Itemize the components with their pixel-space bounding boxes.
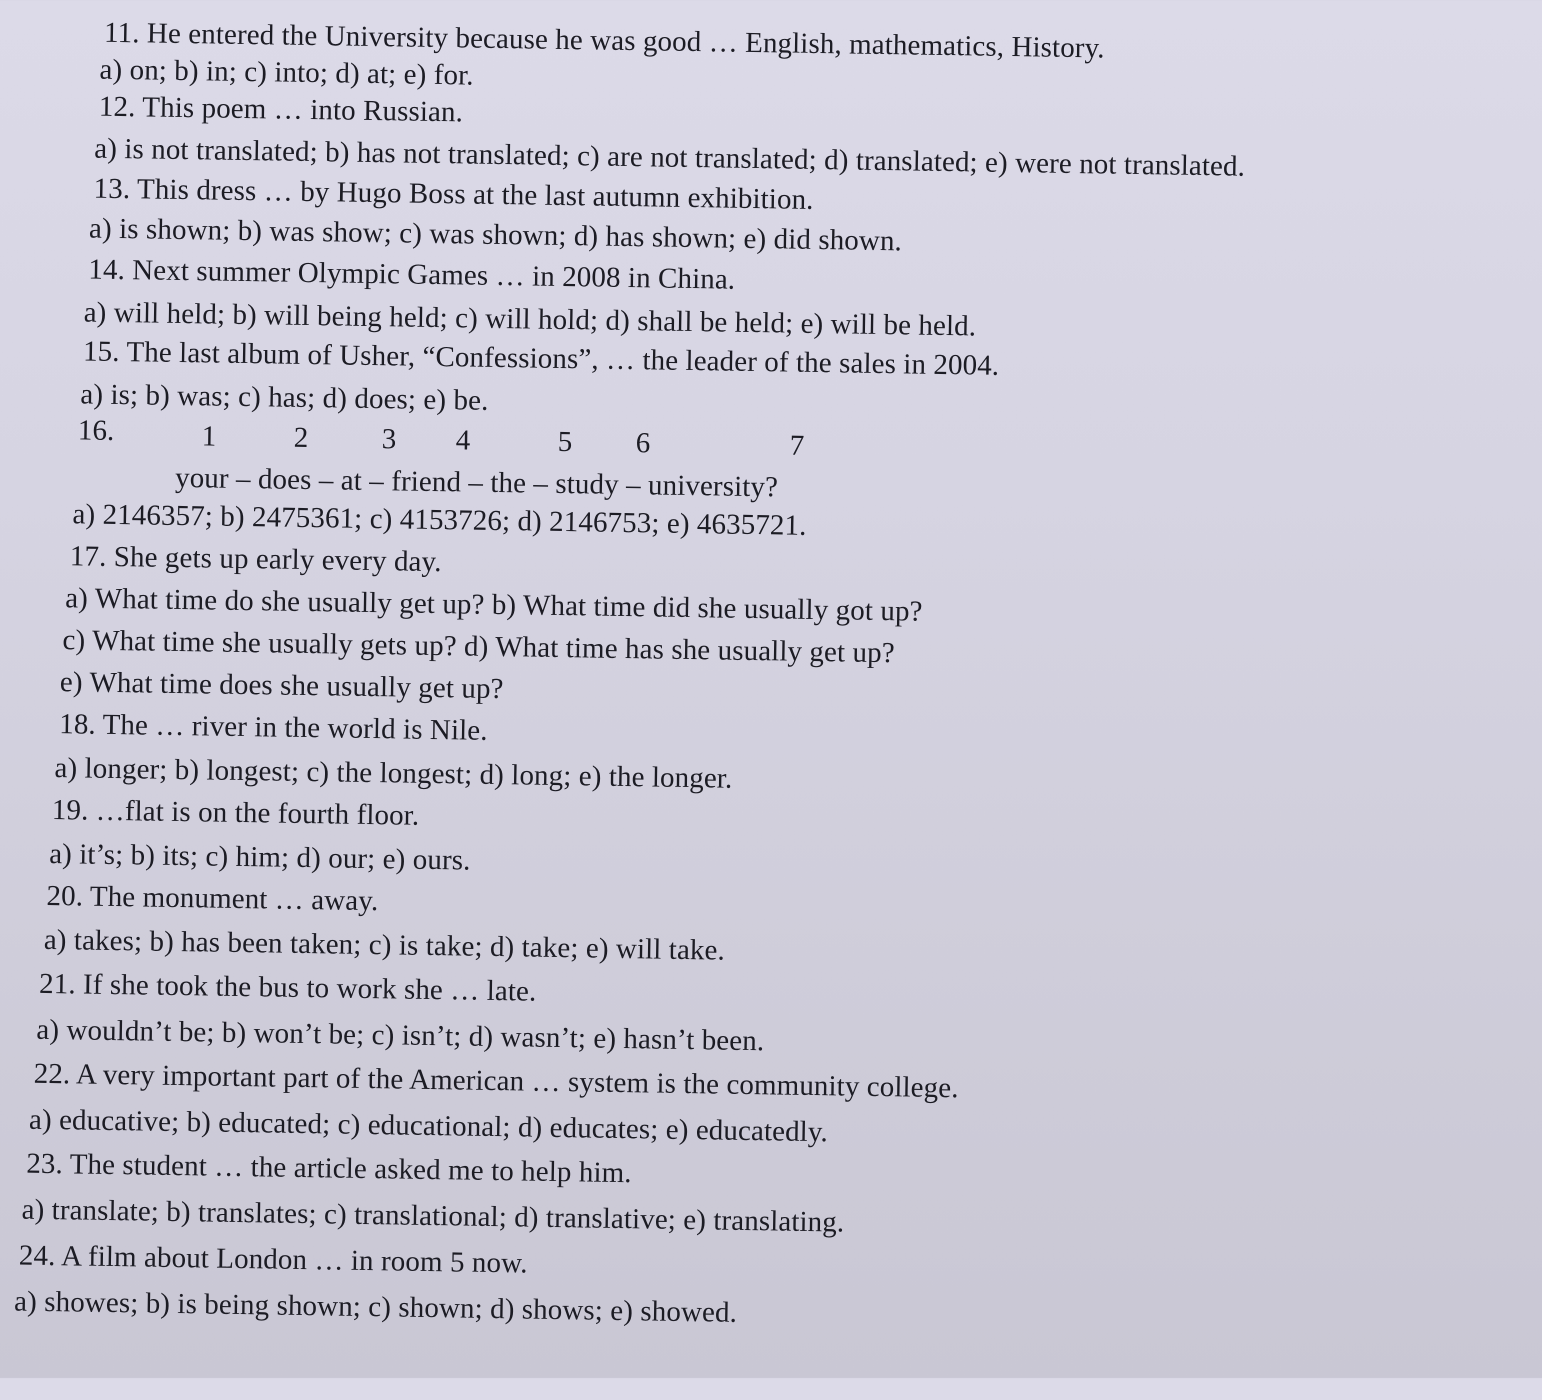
question-13: 13. This dress … by Hugo Boss at the last autumn exhibition. (93, 172, 814, 216)
number-3: 3 (381, 423, 397, 456)
answers-17-e: e) What time does she usually get up? (59, 666, 504, 706)
question-19: 19. …flat is on the fourth floor. (51, 794, 420, 832)
question-14: 14. Next summer Olympic Games … in 2008 in China. (88, 253, 736, 296)
question-12: 12. This poem … into Russian. (98, 90, 464, 129)
number-7: 7 (789, 429, 805, 462)
number-4: 4 (455, 424, 471, 457)
word-order-words: your – does – at – friend – the – study – university? (174, 461, 779, 504)
question-18: 18. The … river in the world is Nile. (58, 708, 488, 747)
answers-13: a) is shown; b) was show; c) was shown; d) has shown; e) did shown. (88, 212, 903, 258)
answers-16: a) 2146357; b) 2475361; c) 4153726; d) 2146753; e) 4635721. (72, 498, 807, 542)
number-2: 2 (293, 421, 309, 455)
question-16: 16. (77, 414, 115, 447)
question-17: 17. She gets up early every day. (69, 540, 442, 579)
answers-24: a) showes; b) is being shown; c) shown; d) shows; e) showed. (13, 1285, 738, 1329)
answers-14: a) will held; b) will being held; c) will hold; d) shall be held; e) will be held. (83, 296, 977, 343)
answers-23: a) translate; b) translates; c) translational; d) translative; e) translating. (21, 1193, 845, 1239)
question-21: 21. If she took the bus to work she … late. (38, 967, 537, 1008)
answers-17-ab: a) What time do she usually get up? b) What time did she usually got up? (64, 582, 923, 628)
answers-12: a) is not translated; b) has not translated; c) are not translated; d) translated; e) were not translated. (94, 132, 1246, 183)
number-5: 5 (557, 425, 573, 459)
answers-18: a) longer; b) longest; c) the longest; d) long; e) the longer. (54, 752, 733, 795)
question-22: 22. A very important part of the American … system is the community college. (33, 1057, 959, 1105)
answers-19: a) it’s; b) its; c) him; d) our; e) ours. (48, 837, 471, 877)
answers-20: a) takes; b) has been taken; c) is take; d) take; e) will take. (43, 923, 726, 967)
answers-15: a) is; b) was; c) has; d) does; e) be. (80, 378, 489, 417)
answers-11: a) on; b) in; c) into; d) at; e) for. (99, 53, 474, 92)
question-23: 23. The student … the article asked me to help him. (26, 1147, 632, 1190)
answers-22: a) educative; b) educated; c) educational; d) educates; e) educatedly. (28, 1103, 829, 1149)
question-15: 15. The last album of Usher, “Confessions”, … the leader of the sales in 2004. (82, 335, 1000, 382)
number-6: 6 (635, 427, 651, 460)
question-11: 11. He entered the University because he was good … English, mathematics, History. (103, 16, 1105, 65)
answers-17-cd: c) What time she usually gets up? d) What time has she usually get up? (62, 624, 895, 670)
number-1: 1 (201, 420, 217, 453)
question-24: 24. A film about London … in room 5 now. (18, 1239, 528, 1280)
answers-21: a) wouldn’t be; b) won’t be; c) isn’t; d) wasn’t; e) hasn’t been. (36, 1013, 765, 1058)
question-20: 20. The monument … away. (46, 879, 379, 918)
